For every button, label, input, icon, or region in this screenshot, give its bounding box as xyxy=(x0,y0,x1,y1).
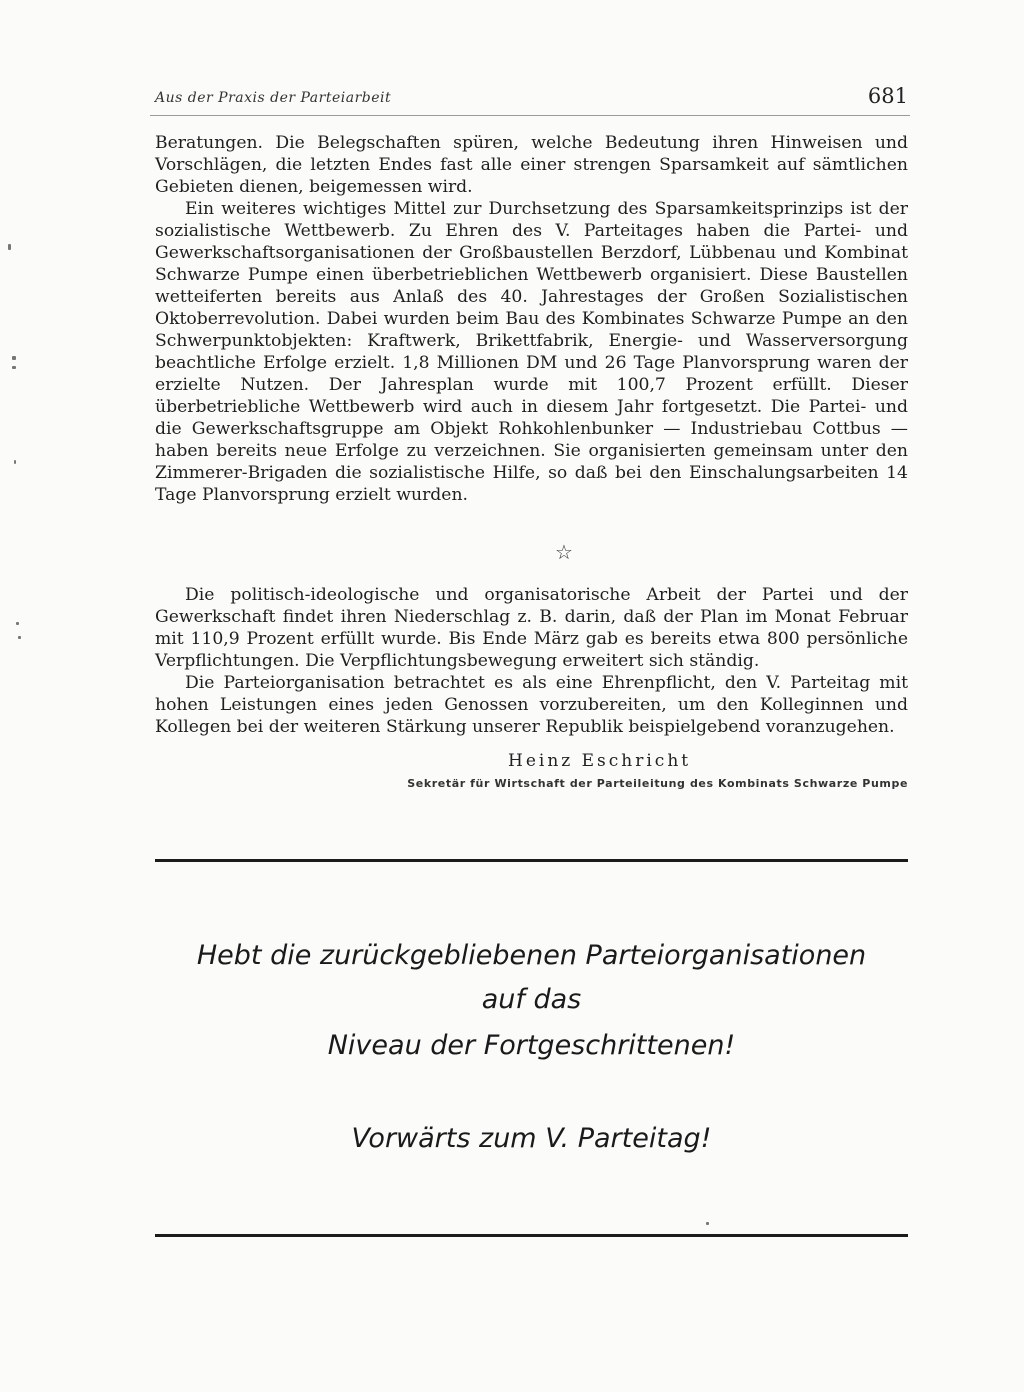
page-number: 681 xyxy=(867,84,908,108)
scan-speck xyxy=(14,460,16,464)
paragraph-3: Die politisch-ideologische und organisatorische Arbeit der Partei und der Gewerkschaft findet ihren Niederschlag z. B. darin, daß der Plan im Monat Februar mit 110,9 Prozent erfüllt wurde. Bis Ende März gab es bereits etwa 800 persönliche Verpflichtungen. Die Verpflichtungsbewegung erweitert sich ständig. xyxy=(155,585,908,671)
section-break-star-icon: ☆ xyxy=(555,540,573,564)
slogan-line-3: Niveau der Fortgeschrittenen! xyxy=(327,1030,736,1061)
article-text-part-2 xyxy=(155,584,908,738)
slogan-top-rule xyxy=(155,859,908,862)
header-rule xyxy=(150,115,910,116)
article-text-part-1 xyxy=(155,132,908,506)
paragraph-4: Die Parteiorganisation betrachtet es als eine Ehrenpflicht, den V. Parteitag mit hohen Leistungen eines jeden Genossen vorzubereiten, um den Kolleginnen und Kollegen bei der weiteren Stärkung unserer Republik beispielgebend voranzugehen. xyxy=(155,673,908,737)
scan-speck xyxy=(8,244,11,250)
paragraph-2: Ein weiteres wichtiges Mittel zur Durchsetzung des Sparsamkeitsprinzips ist der sozialistische Wettbewerb. Zu Ehren des V. Parteitages haben die Partei- und Gewerkschaftsorganisationen der Großbaustellen Berzdorf, Lübbenau und Kombinat Schwarze Pumpe einen überbetrieblichen Wettbewerb organisiert. Diese Baustellen wetteiferten bereits aus Anlaß des 40. Jahrestages der Großen Sozialistischen Oktoberrevolution. Dabei wurden beim Bau des Kombinates Schwarze Pumpe an den Schwerpunktobjekten: Kraftwerk, Brikettfabrik, Energie- und Wasserversorgung beachtliche Erfolge erzielt. 1,8 Millionen DM und 26 Tage Planvorsprung waren der erzielte Nutzen. Der Jahresplan wurde mit 100,7 Prozent erfüllt. Dieser überbetriebliche Wettbewerb wird auch in diesem Jahr fortgesetzt. Die Partei- und die Gewerkschaftsgruppe am Objekt Rohkohlenbunker — Industriebau Cottbus — haben bereits neue Erfolge zu verzeichnen. Sie organisierten gemeinsam unter den Zimmerer-Brigaden die sozialistische Hilfe, so daß bei den Einschalungsarbeiten 14 Tage Planvorsprung erzielt wurden. xyxy=(155,199,908,505)
scan-speck xyxy=(12,356,16,360)
running-head xyxy=(155,84,908,114)
scan-speck xyxy=(12,366,16,369)
running-title: Aus der Praxis der Parteiarbeit xyxy=(155,90,392,106)
author-name: Heinz Eschricht xyxy=(508,751,692,771)
scan-speck xyxy=(706,1222,709,1225)
slogan-bottom-rule xyxy=(155,1234,908,1237)
slogan-line-1: Hebt die zurückgebliebenen Parteiorganisationen xyxy=(196,940,867,971)
scan-speck xyxy=(16,622,19,625)
author-affiliation: Sekretär für Wirtschaft der Parteileitung des Kombinats Schwarze Pumpe xyxy=(407,777,908,790)
scan-speck xyxy=(18,636,21,639)
slogan-line-2: auf das xyxy=(481,984,582,1015)
paragraph-1: Beratungen. Die Belegschaften spüren, welche Bedeutung ihren Hinweisen und Vorschlägen, die letzten Endes fast alle einer strengen Sparsamkeit auf sämtlichen Gebieten dienen, beigemessen wird. xyxy=(155,133,908,197)
slogan-line-4: Vorwärts zum V. Parteitag! xyxy=(351,1123,712,1154)
